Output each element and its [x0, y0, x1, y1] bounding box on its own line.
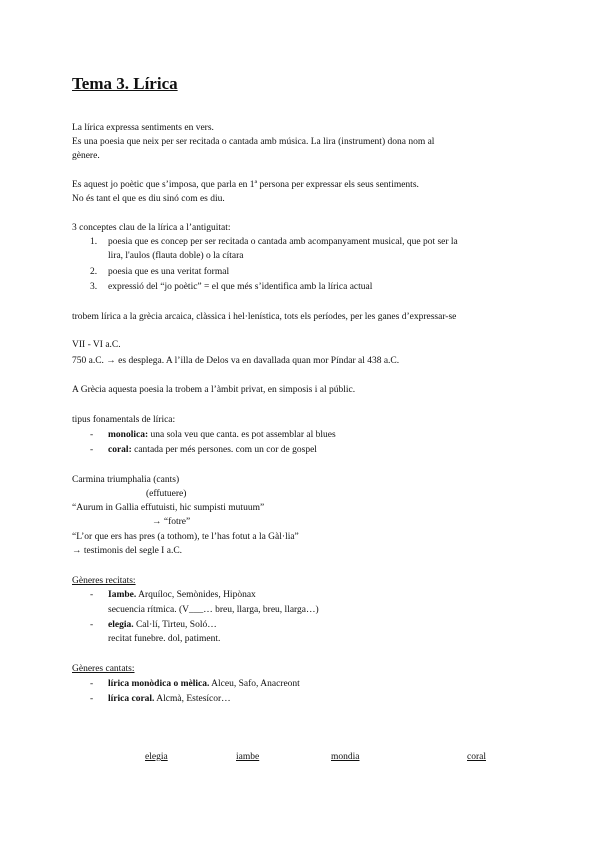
carmina-quote-latin: “Aurum in Gallia effutuisti, hic sumpisti mutuum” — [72, 503, 265, 513]
concepte-text: poesia que es una veritat formal — [108, 267, 230, 277]
intro-line-3: gènere. — [72, 151, 100, 161]
carmina-testimoni: → testimonis del segle I a.C. — [72, 546, 183, 556]
conceptes-intro: 3 conceptes clau de la lírica a l’antiguitat: — [72, 223, 231, 233]
cantats-heading: Gèneres cantats: — [72, 664, 135, 674]
concepte-text: poesia que es concep per ser recitada o cantada amb acompanyament musical, que pot ser la — [108, 237, 458, 247]
list-item-cont: secuencia rítmica. (V___… breu, llarga, breu, llarga…) — [108, 605, 319, 615]
tipus-intro: tipus fonamentals de lírica: — [72, 415, 176, 425]
list-bullet: - — [90, 445, 94, 455]
list-bullet: - — [90, 620, 94, 630]
definition: Arquíloc, Semònides, Hipònax — [136, 590, 256, 600]
definition: cantada per més persones. com un cor de gospel — [131, 445, 317, 455]
list-item — [108, 429, 336, 442]
list-item — [108, 678, 300, 691]
term: lírica monòdica o mèlica. — [108, 679, 210, 689]
concepte-number: 2. — [90, 267, 98, 277]
concepte-text-cont: lira, l'aulos (flauta doble) o la cítara — [108, 251, 244, 261]
segles-text: VII - VI a.C. — [72, 340, 121, 350]
list-item — [108, 589, 256, 602]
jo-poetic-line-1: Es aquest jo poètic que s’imposa, que parla en 1ª persona per expressar els seus sentiments. — [72, 180, 419, 190]
term: coral: — [108, 445, 132, 455]
footer-link-iambe[interactable]: iambe — [236, 752, 260, 762]
term: lírica coral. — [108, 694, 155, 704]
list-item — [108, 619, 217, 632]
definition: una sola veu que canta. es pot assemblar al blues — [148, 430, 336, 440]
intro-line-1: La lírica expressa sentiments en vers. — [72, 123, 214, 133]
term: Iambe. — [108, 590, 137, 600]
footer-link-elegia[interactable]: elegia — [145, 752, 168, 762]
list-item-cont: recitat funebre. dol, patiment. — [108, 634, 221, 644]
term: monolica: — [108, 430, 149, 440]
carmina-title: Carmina triumphalia (cants) — [72, 475, 180, 485]
carmina-translation: → “fotre” — [152, 517, 191, 527]
periodes-text: trobem lírica a la grècia arcaica, clàssica i hel·lenística, tots els períodes, per les ganes d’expressar-se — [72, 312, 457, 322]
list-bullet: - — [90, 430, 94, 440]
intro-line-2: Es una poesia que neix per ser recitada o cantada amb música. La lira (instrument) dona nom al — [72, 137, 435, 147]
list-bullet: - — [90, 694, 94, 704]
recitats-heading: Gèneres recitats: — [72, 576, 136, 586]
footer-link-coral[interactable]: coral — [467, 752, 486, 762]
list-bullet: - — [90, 590, 94, 600]
page-title: Tema 3. Lírica — [72, 74, 178, 93]
jo-poetic-line-2: No és tant el que es diu sinó com es diu. — [72, 194, 225, 204]
footer-link-mondia[interactable]: mondia — [331, 752, 360, 762]
carmina-quote-catalan: “L’or que ers has pres (a tothom), te l’has fotut a la Gàl·lia” — [72, 532, 299, 542]
list-item — [108, 693, 231, 706]
carmina-note: (effutuere) — [146, 489, 187, 499]
term: elegia. — [108, 620, 134, 630]
grecia-text: A Grècia aquesta poesia la trobem a l’àmbit privat, en simposis i al públic. — [72, 385, 356, 395]
concepte-number: 1. — [90, 237, 98, 247]
definition: Cal·lí, Tirteu, Soló… — [133, 620, 217, 630]
concepte-number: 3. — [90, 282, 98, 292]
list-bullet: - — [90, 679, 94, 689]
definition: Alcmà, Estesícor… — [154, 694, 231, 704]
definition: Alceu, Safo, Anacreont — [209, 679, 300, 689]
list-item — [108, 444, 317, 457]
concepte-text: expressió del “jo poètic” = el que més s’identifica amb la lírica actual — [108, 282, 373, 292]
desplega-text: 750 a.C. → es desplega. A l’illa de Delos va en davallada quan mor Píndar al 438 a.C. — [72, 356, 400, 366]
